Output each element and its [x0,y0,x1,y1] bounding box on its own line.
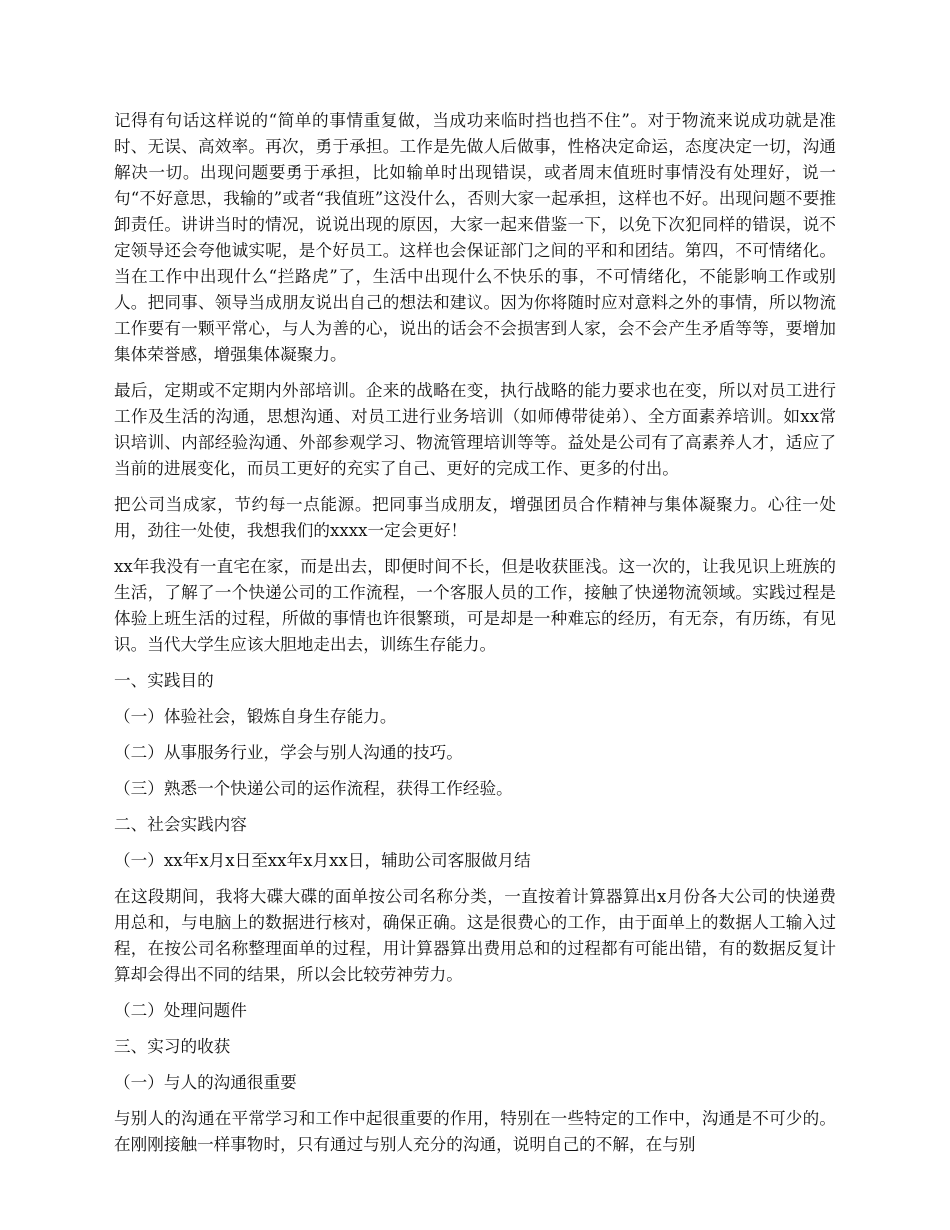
subheading-communication: （一）与人的沟通很重要 [114,1073,297,1092]
paragraph-training: 最后，定期或不定期内外部培训。企来的战略在变，执行战略的能力要求也在变，所以对员工进行工作及生活的沟通，思想沟通、对员工进行业务培训（如师傅带徒弟）、全方面素养培训。如xx常识培训、内部经验沟通、外部参观学习、物流管理培训等等。益处是公司有了高素养人才，适应了当前的进展变化，而员工更好的充实了自己、更好的完成工作、更多的付出。 [114,381,836,478]
subheading-monthly-settlement: （一）xx年x月x日至xx年x月xx日，辅助公司客服做月结 [114,851,531,870]
paragraph-monthly-settlement: 在这段期间，我将大碟大碟的面单按公司名称分类，一直按着计算器算出x月份各大公司的快递费用总和，与电脑上的数据进行核对，确保正确。这是很费心的工作，由于面单上的数据人工输入过程，在按公司名称整理面单的过程，用计算器算出费用总和的过程都有可能出错，有的数据反复计算却会得出不同的结果，所以会比较劳神劳力。 [114,887,836,984]
list-item-purpose-1: （一）体验社会，锻炼自身生存能力。 [114,707,397,726]
paragraph-work-attitude: 记得有句话这样说的“简单的事情重复做，当成功来临时挡也挡不住”。对于物流来说成功就是准时、无误、高效率。再次，勇于承担。工作是先做人后做事，性格决定命运，态度决定一切，沟通解决一切。出现问题要勇于承担，比如输单时出现错误，或者周末值班时事情没有处理好，说一句“不好意思，我输的”或者“我值班”这没什么，否则大家一起承担，这样也不好。出现问题不要推卸责任。讲讲当时的情况，说说出现的原因，大家一起来借鉴一下，以免下次犯同样的错误，说不定领导还会夸他诚实呢，是个好员工。这样也会保证部门之间的平和和团结。第四，不可情绪化。当在工作中出现什么“拦路虎”了，生活中出现什么不快乐的事，不可情绪化，不能影响工作或别人。把同事、领导当成朋友说出自己的想法和建议。因为你将随时应对意料之外的事情，所以物流工作要有一颗平常心，与人为善的心，说出的话会不会损害到人家，会不会产生矛盾等等，要增加集体荣誉感，增强集体凝聚力。 [114,111,836,364]
list-item-purpose-3: （三）熟悉一个快递公司的运作流程，获得工作经验。 [114,779,513,798]
subheading-problem-items: （二）处理问题件 [114,1001,247,1020]
heading-practice-content: 二、社会实践内容 [114,815,247,834]
list-item-purpose-2: （二）从事服务行业，学会与别人沟通的技巧。 [114,743,463,762]
document-body [114,108,836,1168]
paragraph-practice-intro: xx年我没有一直宅在家，而是出去，即便时间不长，但是收获匪浅。这一次的，让我见识上班族的生活，了解了一个快递公司的工作流程，一个客服人员的工作，接触了快递物流领域。实践过程是体验上班生活的过程，所做的事情也许很繁琐，可是却是一种难忘的经历，有无奈，有历练，有见识。当代大学生应该大胆地走出去，训练生存能力。 [114,557,836,654]
paragraph-company-as-home: 把公司当成家，节约每一点能源。把同事当成朋友，增强团员合作精神与集体凝聚力。心往一处用，劲往一处使，我想我们的xxxx一定会更好！ [114,495,836,540]
heading-internship-gains: 三、实习的收获 [114,1037,231,1056]
heading-practice-purpose: 一、实践目的 [114,671,214,690]
paragraph-communication: 与别人的沟通在平常学习和工作中起很重要的作用，特别在一些特定的工作中，沟通是不可少的。在刚刚接触一样事物时，只有通过与别人充分的沟通，说明自己的不解，在与别 [114,1109,836,1154]
